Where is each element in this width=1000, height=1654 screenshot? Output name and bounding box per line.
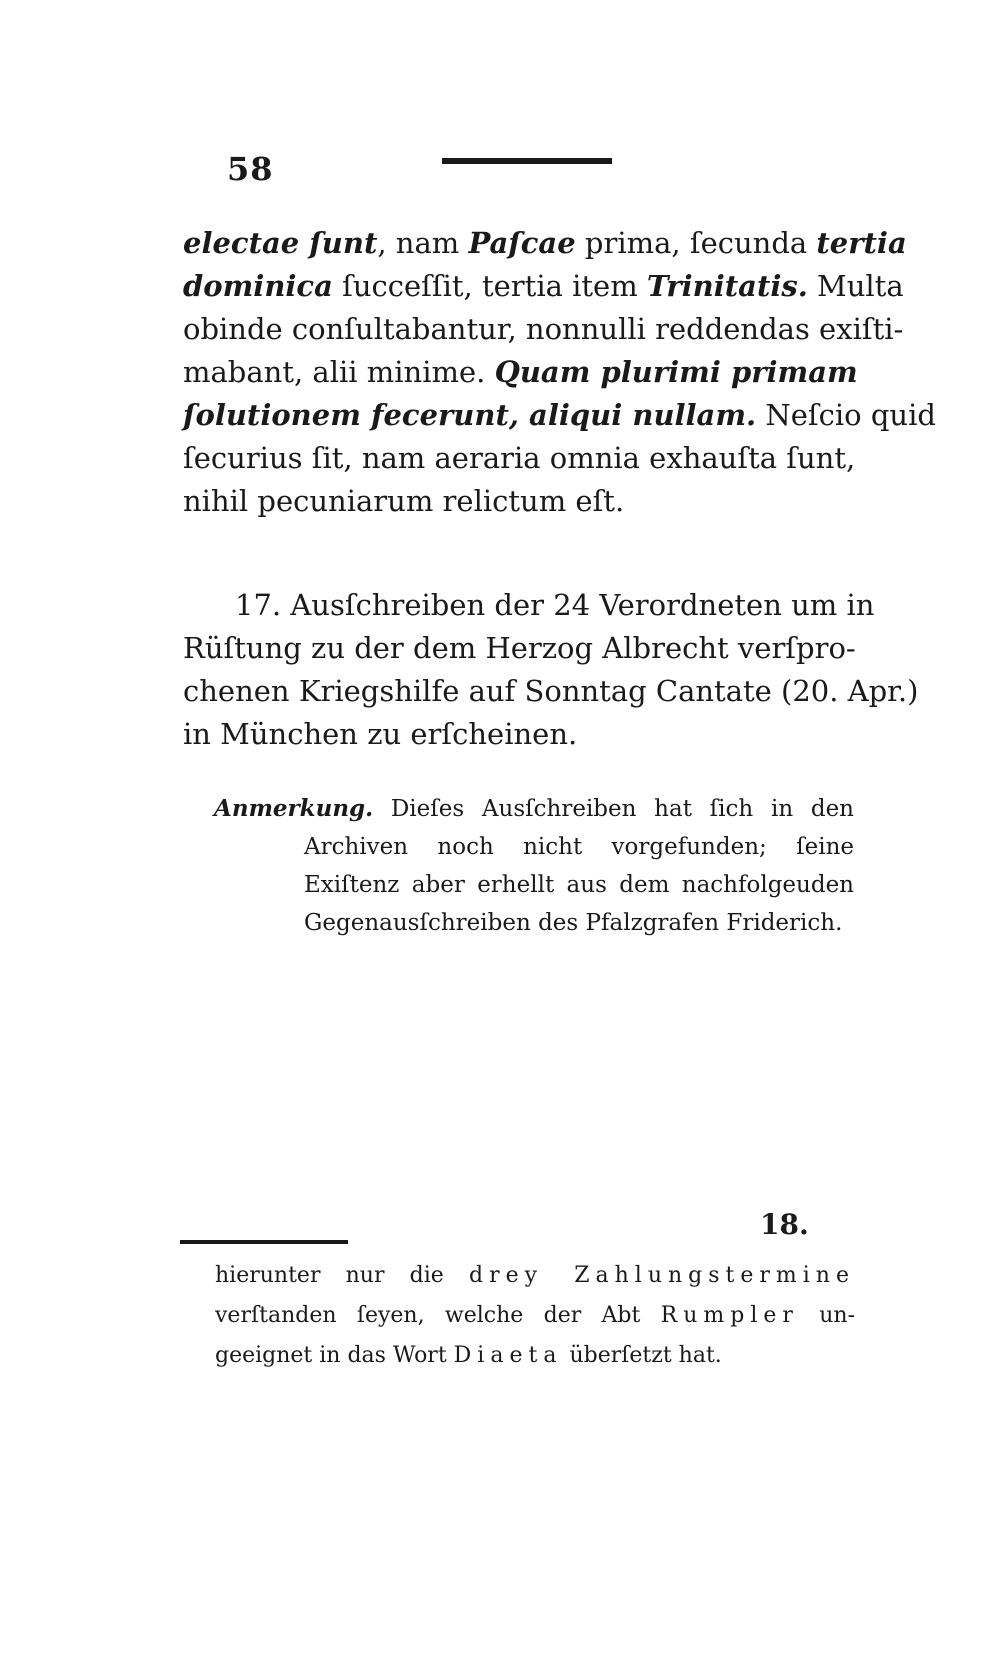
paragraph-line: [183, 437, 855, 480]
text-segment: überſetzt hat.: [562, 1343, 722, 1368]
page-number: 58: [227, 150, 274, 188]
text-segment: nihil pecuniarum relictum eſt.: [183, 484, 625, 518]
text-segment: obinde conſultabantur, nonnulli reddendas exiſti-: [183, 312, 904, 346]
text-segment: mabant, alii minime.: [183, 355, 495, 389]
text-segment: Quam plurimi primam: [494, 355, 858, 389]
note-line: Exiſtenz aber erhellt aus dem nachfolgeuden: [304, 872, 854, 898]
text-segment: electae ſunt: [183, 226, 378, 260]
footnote-line: [215, 1296, 855, 1336]
text-segment: geeignet in das Wort: [215, 1343, 454, 1368]
note-text: Dieſes Ausſchreiben hat ſich in den: [390, 796, 854, 822]
paragraph-latin: [183, 222, 936, 523]
section-heading-line: 17. Ausſchreiben der 24 Verordneten um in: [235, 588, 875, 622]
text-segment: Neſcio quid: [756, 398, 936, 432]
paragraph-line: chenen Kriegshilfe auf Sonntag Cantate (20. Apr.): [183, 674, 919, 708]
annotation-note: [214, 790, 854, 942]
text-segment: dominica: [183, 269, 333, 303]
paragraph-line: [183, 265, 904, 308]
paragraph-line: [183, 222, 907, 265]
paragraph-line: in München zu erſcheinen.: [183, 717, 578, 751]
note-line: Archiven noch nicht vorgefunden; ſeine: [304, 834, 854, 860]
text-segment: hierunter nur die: [215, 1263, 469, 1288]
text-segment: ſolutionem fecerunt, aliqui nullam.: [183, 398, 757, 432]
spaced-text-segment: drey Zahlungstermine: [468, 1263, 855, 1288]
text-segment: Trinitatis.: [646, 269, 808, 303]
catchword: 18.: [760, 1208, 809, 1241]
text-segment: verſtanden ſeyen, welche der Abt: [215, 1303, 661, 1328]
text-segment: Multa: [807, 269, 904, 303]
paragraph-section-17: [183, 584, 919, 756]
spaced-text-segment: Diaeta: [453, 1343, 563, 1368]
note-label: Anmerkung.: [214, 795, 374, 822]
paragraph-line: [183, 351, 858, 394]
text-segment: ſucceſſit, tertia item: [332, 269, 647, 303]
paragraph-line: [183, 394, 936, 437]
note-line: Gegenausſchreiben des Pfalzgrafen Friderich.: [304, 910, 843, 936]
paragraph-line: Rüſtung zu der dem Herzog Albrecht verſpro-: [183, 631, 856, 665]
text-segment: prima, ſecunda: [575, 226, 817, 260]
text-segment: tertia: [816, 226, 907, 260]
footnote-rule: [180, 1240, 348, 1244]
footnote-line: [215, 1256, 855, 1296]
text-segment: ſecurius ſit, nam aeraria omnia exhauſta ſunt,: [183, 441, 856, 475]
paragraph-line: [183, 308, 904, 351]
text-segment: , nam: [377, 226, 469, 260]
text-segment: un-: [798, 1303, 856, 1328]
header-rule: [442, 158, 612, 164]
note-line: [214, 790, 854, 828]
footnote-line: [215, 1336, 855, 1376]
text-segment: Paſcae: [468, 226, 576, 260]
spaced-text-segment: Rumpler: [660, 1303, 799, 1328]
paragraph-line: [183, 480, 855, 523]
footnote: [215, 1256, 855, 1376]
